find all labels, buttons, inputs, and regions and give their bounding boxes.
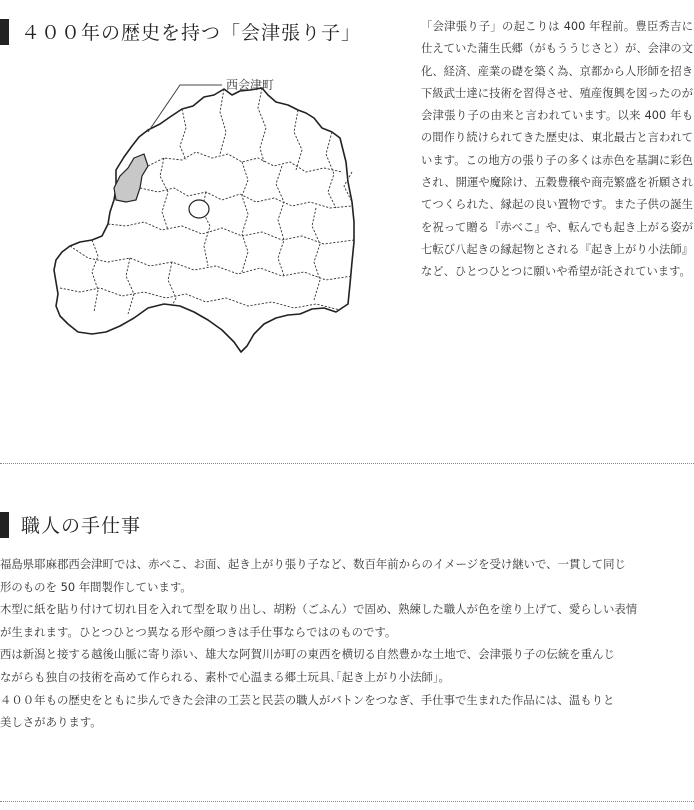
craftsmanship-body (0, 553, 694, 734)
map-svg (36, 62, 376, 362)
intro-text: 「会津張り子」の起こりは 400 年程前。豊臣秀吉に仕えていた蒲生氏郷（がもううじさと）が、会津の文化、経済、産業の礎を築く為、京都から人形師を招き下級武士達に技術を習得させ、殖産復興を図ったのが会津張り子の由来と言われています。以来 400 年もの間作り続けられてきた歴史は、東北最古と言われています。この地方の張り子の多くは赤色を基調に彩色され、開運や魔除け、五穀豊穣や商売繁盛を祈願されてつくられた、縁起の良い置物です。また子供の誕生を祝って贈る『赤べこ』や、転んでも起き上がる姿が七転び八起きの縁起物とされる『起き上がり小法師』など、ひとつひとつに願いや希望が託されています。 (421, 20, 693, 279)
paragraph: ４００年もの歴史をともに歩んできた会津の工芸と民芸の職人がバトンをつなぎ、手仕事で生まれた作品には、温もりと 美しさがあります。 (0, 692, 615, 730)
paragraph: 西は新潟と接する越後山脈に寄り添い、雄大な阿賀川が町の東西を横切る自然豊かな土地で、会津張り子の伝統を重んじ ながらも独自の技術を高めて作られる、素朴で心温まる郷土玩具､｢起き上がり小法師｣。 (0, 647, 615, 684)
heading-text: ４００年の歴史を持つ「会津張り子」 (21, 22, 362, 44)
section-heading-history (0, 18, 361, 45)
section-divider (0, 463, 694, 464)
section-divider (0, 801, 694, 802)
section-heading-craftsmanship (0, 511, 141, 538)
heading-text: 職人の手仕事 (21, 515, 142, 537)
map-label: 西会津町 (226, 78, 275, 92)
town-enclosure (189, 200, 209, 218)
heading-bar (0, 19, 9, 45)
fukushima-map (36, 62, 376, 362)
paragraph: 木型に紙を貼り付けて切れ目を入れて型を取り出し、胡粉（ごふん）で固め、熟練した職人が色を塗り上げて、愛らしい表情 が生まれます。ひとつひとつ異なる形や顔つきは手仕事ならではのものです。 (0, 602, 638, 639)
prefecture-outline (54, 88, 354, 352)
paragraph: 福島県耶麻郡西会津町では、赤べこ、お面、起き上がり張り子など、数百年前からのイメージを受け継いで、一貫して同じ 形のものを 50 年間製作しています。 (0, 557, 626, 594)
heading-bar (0, 512, 9, 538)
